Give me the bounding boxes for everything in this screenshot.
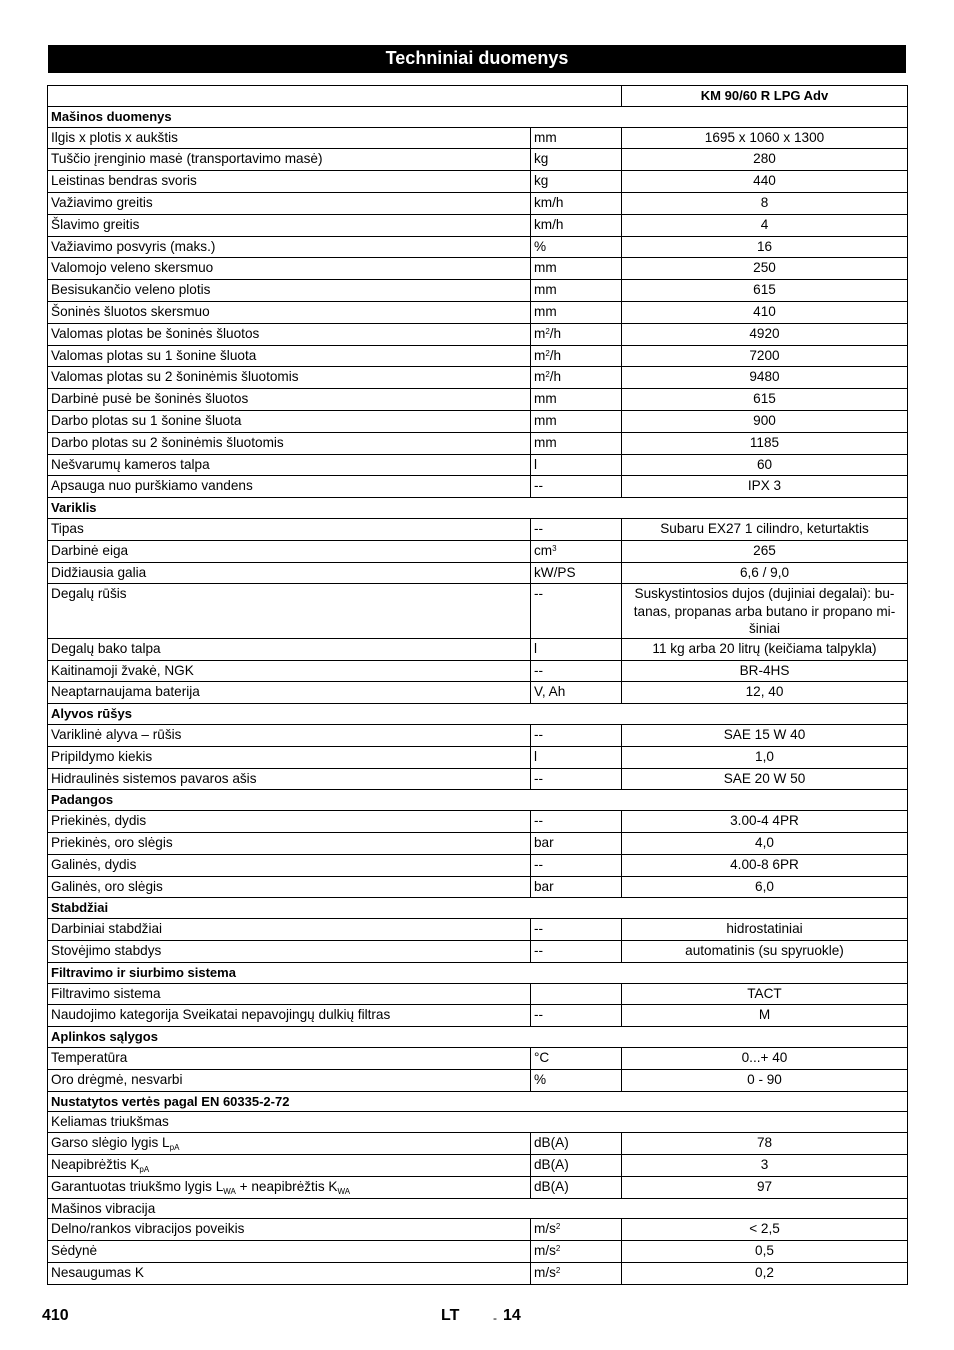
row-label: Valomas plotas su 1 šonine šluota — [48, 345, 531, 367]
row-label: Neaptarnaujama baterija — [48, 682, 531, 704]
row-label: Ilgis x plotis x aukštis — [48, 127, 531, 149]
table-row — [48, 919, 908, 941]
row-unit: kg — [531, 171, 622, 193]
row-value: SAE 15 W 40 — [622, 725, 908, 747]
row-value: Suskystintosios dujos (dujiniai degalai): bu-tanas, propanas arba butano ir propano mi-šiniai — [622, 584, 908, 639]
table-row — [48, 540, 908, 562]
row-label: Valomas plotas be šoninės šluotos — [48, 323, 531, 345]
row-value: 0,5 — [622, 1241, 908, 1263]
table-row — [48, 454, 908, 476]
row-value: 4.00-8 6PR — [622, 854, 908, 876]
table-row — [48, 1047, 908, 1069]
table-row — [48, 1176, 908, 1198]
table-row — [48, 768, 908, 790]
row-value: < 2,5 — [622, 1219, 908, 1241]
row-value: 9480 — [622, 367, 908, 389]
row-label: Tipas — [48, 518, 531, 540]
row-unit: dB(A) — [531, 1133, 622, 1155]
row-value: 4,0 — [622, 833, 908, 855]
row-label: Šlavimo greitis — [48, 214, 531, 236]
row-value: 265 — [622, 540, 908, 562]
spec-table — [47, 85, 908, 1285]
row-value: 1,0 — [622, 746, 908, 768]
row-unit: $m^2/h$ — [531, 345, 622, 367]
section-heading: Variklis — [48, 498, 908, 519]
row-label: Nešvarumų kameros talpa — [48, 454, 531, 476]
row-unit: l — [531, 746, 622, 768]
row-label: Stovėjimo stabdys — [48, 940, 531, 962]
row-value: 615 — [622, 280, 908, 302]
row-value: 440 — [622, 171, 908, 193]
row-label: Apsauga nuo purškiamo vandens — [48, 476, 531, 498]
table-row — [48, 214, 908, 236]
table-row — [48, 1112, 908, 1133]
row-label: Didžiausia galia — [48, 562, 531, 584]
footer-dash: - — [493, 1311, 497, 1325]
table-row — [48, 1198, 908, 1219]
row-unit: $m/s^2$ — [531, 1262, 622, 1284]
row-unit: mm — [531, 280, 622, 302]
row-unit: V, Ah — [531, 682, 622, 704]
section-heading-row — [48, 898, 908, 919]
table-row — [48, 833, 908, 855]
table-row — [48, 127, 908, 149]
row-label: Garantuotas triukšmo lygis $L_{WA}$ + neapibrėžtis $K_{WA}$ — [48, 1176, 531, 1198]
row-label: Oro drėgmė, nesvarbi — [48, 1069, 531, 1091]
row-unit: $m/s^2$ — [531, 1241, 622, 1263]
row-unit: mm — [531, 389, 622, 411]
row-label: Neapibrėžtis $K_{pA}$ — [48, 1154, 531, 1176]
table-row — [48, 476, 908, 498]
row-unit: $m/s^2$ — [531, 1219, 622, 1241]
row-value: 8 — [622, 192, 908, 214]
section-heading-row — [48, 704, 908, 725]
row-label: Variklinė alyva – rūšis — [48, 725, 531, 747]
row-unit: % — [531, 236, 622, 258]
row-value: automatinis (su spyruokle) — [622, 940, 908, 962]
row-value: 0...+ 40 — [622, 1047, 908, 1069]
section-heading-row — [48, 498, 908, 519]
table-row — [48, 301, 908, 323]
model-name: KM 90/60 R LPG Adv — [622, 86, 908, 107]
row-value: 3 — [622, 1154, 908, 1176]
section-heading: Alyvos rūšys — [48, 704, 908, 725]
row-unit: -- — [531, 1005, 622, 1027]
row-value: SAE 20 W 50 — [622, 768, 908, 790]
table-row — [48, 562, 908, 584]
row-unit: bar — [531, 876, 622, 898]
row-label: Garso slėgio lygis $L_{pA}$ — [48, 1133, 531, 1155]
row-value: 7200 — [622, 345, 908, 367]
row-unit: -- — [531, 476, 622, 498]
row-value: IPX 3 — [622, 476, 908, 498]
row-unit — [531, 983, 622, 1005]
row-label: Galinės, dydis — [48, 854, 531, 876]
row-value: hidrostatiniai — [622, 919, 908, 941]
row-value: 615 — [622, 389, 908, 411]
row-label: Galinės, oro slėgis — [48, 876, 531, 898]
table-row — [48, 171, 908, 193]
row-value: 250 — [622, 258, 908, 280]
row-value: 0,2 — [622, 1262, 908, 1284]
row-label: Valomojo veleno skersmuo — [48, 258, 531, 280]
row-value: 6,0 — [622, 876, 908, 898]
row-value: 4 — [622, 214, 908, 236]
table-row — [48, 983, 908, 1005]
row-label: Darbo plotas su 1 šonine šluota — [48, 410, 531, 432]
row-label: Valomas plotas su 2 šoninėmis šluotomis — [48, 367, 531, 389]
row-label: Važiavimo posvyris (maks.) — [48, 236, 531, 258]
table-row — [48, 1262, 908, 1284]
row-label: Šoninės šluotos skersmuo — [48, 301, 531, 323]
table-row — [48, 432, 908, 454]
row-value: 16 — [622, 236, 908, 258]
page-number: 410 — [42, 1307, 69, 1324]
row-value: 280 — [622, 149, 908, 171]
row-label: Degalų rūšis — [48, 584, 531, 639]
row-unit: -- — [531, 940, 622, 962]
row-value: TACT — [622, 983, 908, 1005]
table-row — [48, 389, 908, 411]
row-label: Darbo plotas su 2 šoninėmis šluotomis — [48, 432, 531, 454]
section-heading-row — [48, 106, 908, 127]
row-label: Nesaugumas K — [48, 1262, 531, 1284]
row-unit: -- — [531, 811, 622, 833]
header-blank-cell — [48, 86, 622, 107]
row-unit: l — [531, 638, 622, 660]
table-row — [48, 1005, 908, 1027]
row-value: 6,6 / 9,0 — [622, 562, 908, 584]
section-heading: Nustatytos vertės pagal EN 60335-2-72 — [48, 1091, 908, 1112]
row-unit: -- — [531, 584, 622, 639]
row-value: 97 — [622, 1176, 908, 1198]
table-row — [48, 682, 908, 704]
row-label: Pripildymo kiekis — [48, 746, 531, 768]
row-value: 0 - 90 — [622, 1069, 908, 1091]
row-label: Sėdynė — [48, 1241, 531, 1263]
row-subheading: Mašinos vibracija — [48, 1198, 908, 1219]
section-heading: Mašinos duomenys — [48, 106, 908, 127]
row-value: 12, 40 — [622, 682, 908, 704]
table-row — [48, 1154, 908, 1176]
row-unit: -- — [531, 768, 622, 790]
table-row — [48, 854, 908, 876]
table-row — [48, 638, 908, 660]
row-value: Subaru EX27 1 cilindro, keturtaktis — [622, 518, 908, 540]
table-row — [48, 876, 908, 898]
section-heading: Aplinkos sąlygos — [48, 1027, 908, 1048]
section-heading-row — [48, 1027, 908, 1048]
row-value: 900 — [622, 410, 908, 432]
section-heading: Padangos — [48, 790, 908, 811]
table-row — [48, 345, 908, 367]
page-title: Techniniai duomenys — [48, 45, 906, 73]
table-row — [48, 746, 908, 768]
table-row — [48, 518, 908, 540]
row-unit: mm — [531, 301, 622, 323]
row-unit: l — [531, 454, 622, 476]
row-unit: km/h — [531, 214, 622, 236]
row-value: 60 — [622, 454, 908, 476]
row-value: 1185 — [622, 432, 908, 454]
row-value: 410 — [622, 301, 908, 323]
row-unit: kg — [531, 149, 622, 171]
row-label: Kaitinamoji žvakė, NGK — [48, 660, 531, 682]
row-unit: dB(A) — [531, 1154, 622, 1176]
table-row — [48, 1219, 908, 1241]
table-row — [48, 1069, 908, 1091]
table-row — [48, 584, 908, 639]
row-unit: kW/PS — [531, 562, 622, 584]
table-row — [48, 280, 908, 302]
table-header-row — [48, 86, 908, 107]
table-row — [48, 1241, 908, 1263]
section-heading-row — [48, 1091, 908, 1112]
row-label: Tuščio įrenginio masė (transportavimo masė) — [48, 149, 531, 171]
row-unit: -- — [531, 725, 622, 747]
row-label: Temperatūra — [48, 1047, 531, 1069]
row-unit: mm — [531, 410, 622, 432]
spec-table-body — [48, 86, 908, 1285]
table-row — [48, 323, 908, 345]
row-value: BR-4HS — [622, 660, 908, 682]
section-heading: Filtravimo ir siurbimo sistema — [48, 962, 908, 983]
section-heading-row — [48, 790, 908, 811]
table-row — [48, 811, 908, 833]
row-unit: mm — [531, 127, 622, 149]
row-subheading: Keliamas triukšmas — [48, 1112, 908, 1133]
row-unit: mm — [531, 432, 622, 454]
row-unit: -- — [531, 660, 622, 682]
row-label: Leistinas bendras svoris — [48, 171, 531, 193]
row-unit: mm — [531, 258, 622, 280]
row-label: Naudojimo kategorija Sveikatai nepavojingų dulkių filtras — [48, 1005, 531, 1027]
row-label: Priekinės, oro slėgis — [48, 833, 531, 855]
row-unit: -- — [531, 919, 622, 941]
table-row — [48, 410, 908, 432]
table-row — [48, 1133, 908, 1155]
row-label: Važiavimo greitis — [48, 192, 531, 214]
row-value: 78 — [622, 1133, 908, 1155]
row-unit: $cm^3$ — [531, 540, 622, 562]
row-unit: bar — [531, 833, 622, 855]
row-unit: km/h — [531, 192, 622, 214]
row-unit: dB(A) — [531, 1176, 622, 1198]
row-label: Darbinė eiga — [48, 540, 531, 562]
row-value: 11 kg arba 20 litrų (keičiama talpykla) — [622, 638, 908, 660]
row-label: Filtravimo sistema — [48, 983, 531, 1005]
row-unit: -- — [531, 518, 622, 540]
table-row — [48, 258, 908, 280]
table-row — [48, 149, 908, 171]
table-row — [48, 236, 908, 258]
row-label: Darbinė pusė be šoninės šluotos — [48, 389, 531, 411]
row-unit: % — [531, 1069, 622, 1091]
row-label: Priekinės, dydis — [48, 811, 531, 833]
table-row — [48, 940, 908, 962]
row-unit: $m^2/h$ — [531, 367, 622, 389]
table-row — [48, 660, 908, 682]
table-row — [48, 192, 908, 214]
table-row — [48, 725, 908, 747]
row-label: Delno/rankos vibracijos poveikis — [48, 1219, 531, 1241]
row-value: M — [622, 1005, 908, 1027]
row-value: 3.00-4 4PR — [622, 811, 908, 833]
table-row — [48, 367, 908, 389]
section-heading-row — [48, 962, 908, 983]
row-label: Hidraulinės sistemos pavaros ašis — [48, 768, 531, 790]
row-label: Degalų bako talpa — [48, 638, 531, 660]
row-label: Besisukančio veleno plotis — [48, 280, 531, 302]
row-unit: -- — [531, 854, 622, 876]
section-heading: Stabdžiai — [48, 898, 908, 919]
language-code: LT — [441, 1307, 460, 1324]
row-value: 1695 x 1060 x 1300 — [622, 127, 908, 149]
row-value: 4920 — [622, 323, 908, 345]
row-unit: $m^2/h$ — [531, 323, 622, 345]
row-unit: °C — [531, 1047, 622, 1069]
section-page-number: 14 — [503, 1307, 521, 1324]
row-label: Darbiniai stabdžiai — [48, 919, 531, 941]
